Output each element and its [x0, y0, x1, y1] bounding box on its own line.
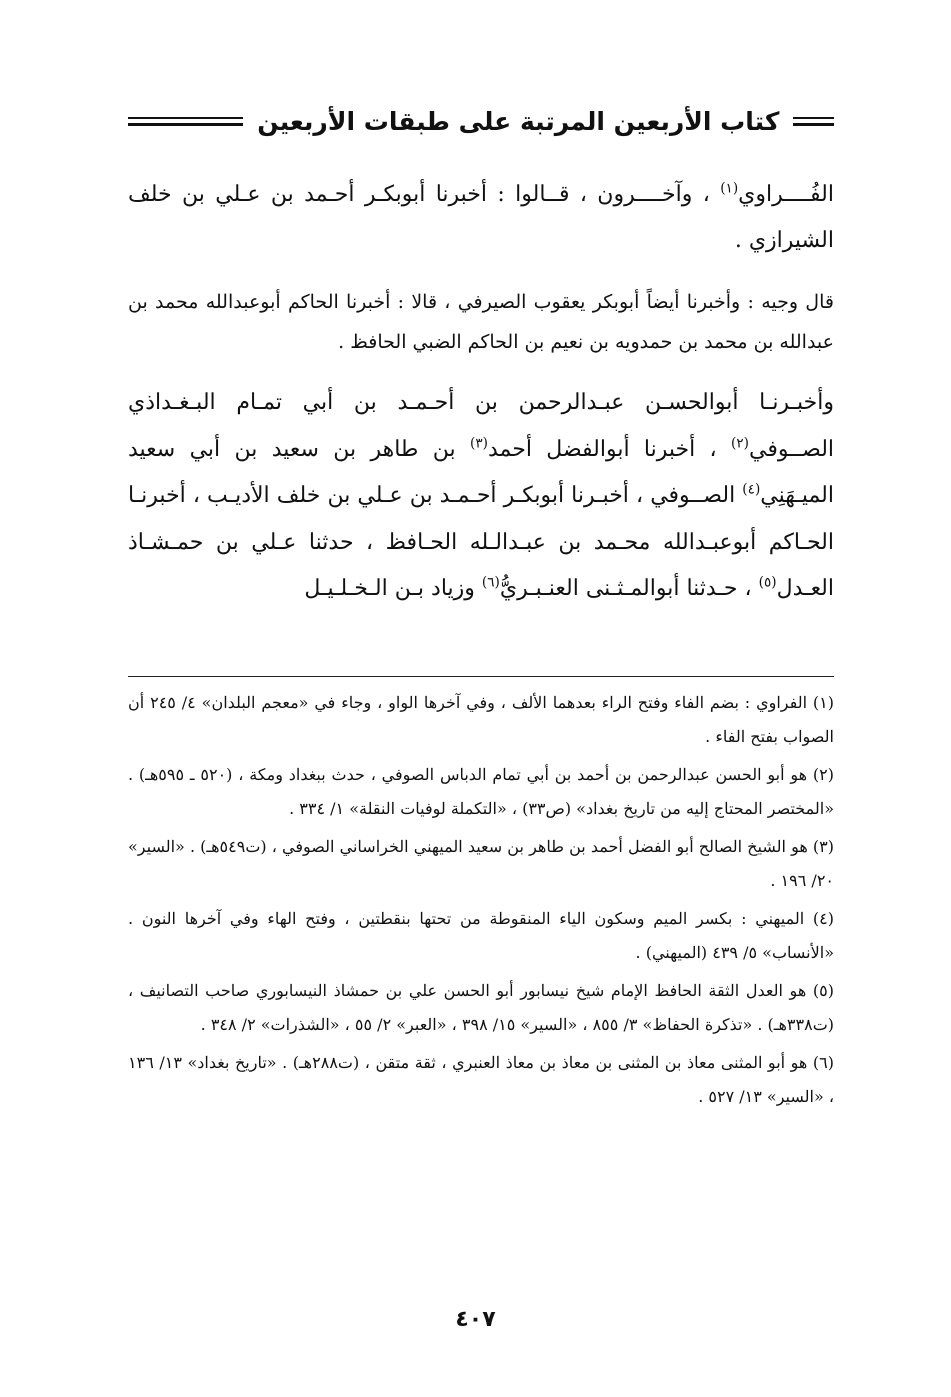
main-text — [128, 172, 834, 613]
footnote-ref-5: (٥) — [758, 574, 777, 591]
header-rule-right — [793, 117, 834, 126]
running-header — [128, 100, 834, 142]
paragraph-3-text-5: ، حـدثنا أبوالمـثـنى العنـبـريُّ — [499, 576, 759, 601]
paragraph-3-text-6: وزياد بـن الـخـلـيـل — [304, 576, 482, 601]
footnote — [128, 974, 834, 1042]
header-rule-left — [128, 117, 243, 126]
footnote-number: (٦) — [812, 1053, 835, 1072]
footnote-ref-4: (٤) — [742, 481, 761, 498]
footnote-number: (١) — [812, 693, 835, 712]
footnotes — [128, 686, 834, 1118]
footnote — [128, 1046, 834, 1114]
footnote — [128, 830, 834, 898]
footnote — [128, 686, 834, 754]
footnote-text: هو العدل الثقة الحافظ الإمام شيخ نيسابور أبو الحسن علي بن حمشاذ النيسابوري صاحب التصانيف ، (ت٣٣٨هـ) . «تذكرة الحفاظ» ٣/ ٨٥٥ ، «السير» ١٥/ ٣٩٨ ، «العبر» ٢/ ٥٥ ، «الشذرات» ٢/ ٣٤٨ . — [128, 981, 834, 1034]
footnote-text: هو أبو المثنى معاذ بن المثنى بن معاذ بن معاذ العنبري ، ثقة متقن ، (ت٢٨٨هـ) . «تاريخ بغداد» ١٣/ ١٣٦ ، «السير» ١٣/ ٥٢٧ . — [128, 1053, 834, 1106]
paragraph-3-text-4: الصــوفي ، أخبـرنا أبوبكـر أحـمـد بن عـلي بن خلف الأديـب ، أخبرنـا الحـاكم أبوعبـدالله محـمد بن عبـدالـله الحـافظ ، حدثنا عـلي بن حمـشـاذ العـدل — [128, 483, 834, 601]
header-title: كتاب الأربعين المرتبة على طبقات الأربعين — [257, 106, 780, 136]
footnote-text: الفراوي : بضم الفاء وفتح الراء بعدهما الألف ، وفي آخرها الواو ، وجاء في «معجم البلدان» ٤/ ٢٤٥ أن الصواب بفتح الفاء . — [128, 693, 834, 746]
footnote — [128, 758, 834, 826]
footnote-ref-1: (١) — [720, 180, 739, 197]
footnote-number: (٢) — [812, 765, 834, 784]
paragraph-1 — [128, 172, 834, 264]
footnote-separator — [128, 676, 834, 677]
paragraph-3-text-2: ، أخبرنا أبوالفضل أحمد — [487, 436, 732, 462]
paragraph-3-text-3: بن طاهر بن سعيد بن أبي سعيد الميـهَنِي — [128, 436, 834, 508]
footnote-number: (٤) — [812, 909, 834, 928]
footnote-text: الميهني : بكسر الميم وسكون الياء المنقوطة من تحتها بنقطتين ، وفتح الهاء وفي آخرها النون . «الأنساب» ٥/ ٤٣٩ (الميهني) . — [128, 909, 834, 962]
footnote-ref-3: (٣) — [469, 435, 488, 452]
paragraph-2: قال وجيه : وأخبرنا أيضاً أبوبكر يعقوب الصيرفي ، قالا : أخبرنا الحاكم أبوعبدالله محمد بن عبدالله بن محمد بن حمدويه بن نعيم بن الحاكم الضبي الحافظ . — [128, 291, 834, 353]
paragraph-1-text-2: ، وآخــــرون ، قــالوا : أخبرنا أبوبكـر أحـمد بن عـلي بن خلف الشيرازي . — [128, 182, 834, 253]
footnote — [128, 902, 834, 970]
footnote-ref-2: (٢) — [731, 435, 749, 452]
footnote-number: (٣) — [812, 837, 835, 856]
paragraph-1-text-1: الفُــــراوي — [738, 182, 834, 207]
footnote-text: هو الشيخ الصالح أبو الفضل أحمد بن طاهر بن سعيد الميهني الخراساني الصوفي ، (ت٥٤٩هـ) . «السير» ٢٠/ ١٩٦ . — [128, 837, 834, 890]
footnote-text: هو أبو الحسن عبدالرحمن بن أحمد بن أبي تمام الدباس الصوفي ، حدث ببغداد ومكة ، (٥٢٠ ـ ٥٩٥هـ) . «المختصر المحتاج إليه من تاريخ بغداد» (ص٣٣) ، «التكملة لوفيات النقلة» ١/ ٣٣٤ . — [128, 765, 834, 818]
footnote-number: (٥) — [812, 981, 834, 1000]
paragraph-3-text-1: وأخبـرنـا أبوالحسـن عبـدالرحمن بن أحـمـد بن أبي تمـام البـغـداذي الصــوفي — [128, 390, 835, 462]
paragraph-3 — [128, 380, 834, 613]
footnote-ref-6: (٦) — [481, 574, 500, 591]
page-number: ٤٠٧ — [455, 1307, 496, 1332]
